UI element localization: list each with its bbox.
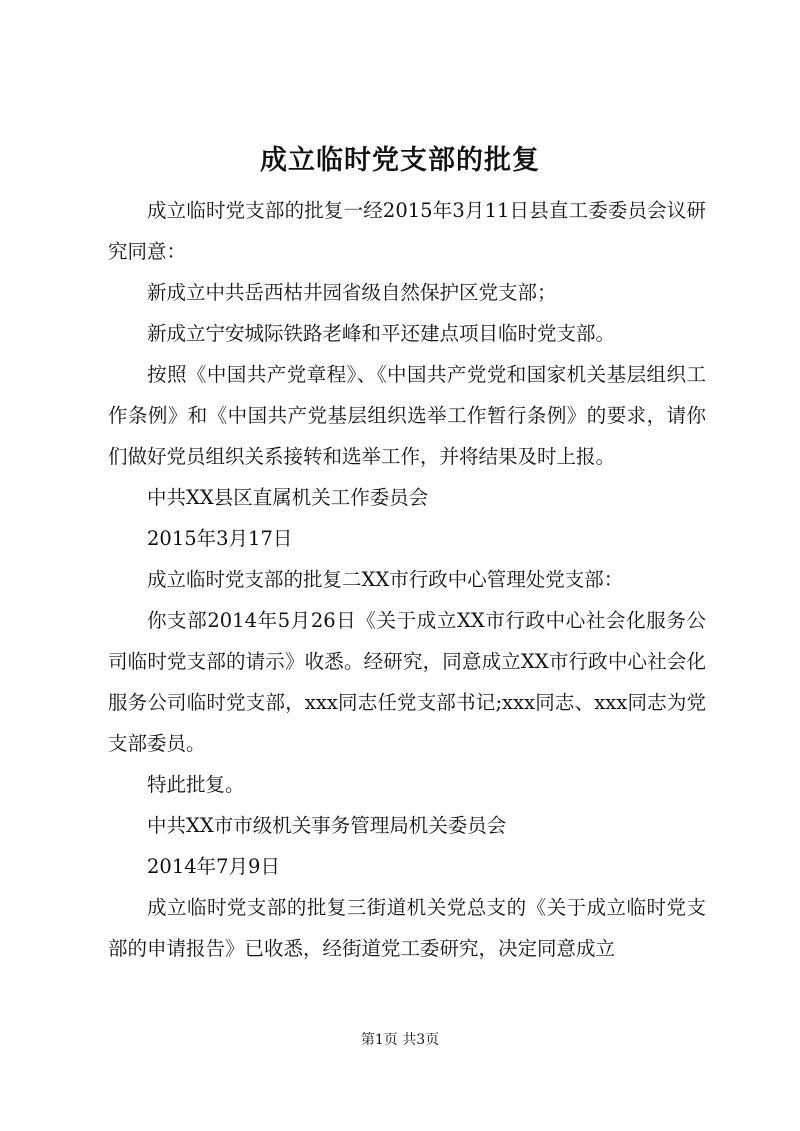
signature-date-2: 2014年7月9日 bbox=[147, 855, 280, 878]
document-body bbox=[108, 190, 706, 969]
signature-org-1: 中共XX县区直属机关工作委员会 bbox=[147, 486, 429, 509]
paragraph-4: 按照《中国共产党章程》、《中国共产党党和国家机关基层组织工作条例》和《中国共产党基层组织选举工作暂行条例》的要求，请你们做好党员组织关系接转和选举工作，并将结果及时上报。 bbox=[108, 363, 706, 468]
paragraph-7: 成立临时党支部的批复二XX市行政中心管理处党支部： bbox=[147, 568, 624, 591]
paragraph-12: 成立临时党支部的批复三街道机关党总支的《关于成立临时党支部的申请报告》已收悉，经街道党工委研究，决定同意成立 bbox=[108, 896, 706, 960]
page-footer: 第1页 共3页 bbox=[360, 1032, 440, 1048]
paragraph-1: 成立临时党支部的批复一经2015年3月11日县直工委委员会议研究同意： bbox=[108, 199, 706, 263]
paragraph-3: 新成立宁安城际铁路老峰和平还建点项目临时党支部。 bbox=[147, 322, 616, 345]
paragraph-2: 新成立中共岳西枯井园省级自然保护区党支部； bbox=[147, 281, 557, 304]
signature-org-2: 中共XX市市级机关事务管理局机关委员会 bbox=[147, 814, 507, 837]
signature-date-1: 2015年3月17日 bbox=[147, 527, 293, 550]
paragraph-9: 特此批复。 bbox=[147, 773, 245, 796]
paragraph-8: 你支部2014年5月26日《关于成立XX市行政中心社会化服务公司临时党支部的请示》收悉。经研究，同意成立XX市行政中心社会化服务公司临时党支部，xxx同志任党支部书记;xxx同志、xxx同志为党支部委员。 bbox=[108, 609, 706, 755]
document-title: 成立临时党支部的批复 bbox=[260, 145, 540, 176]
